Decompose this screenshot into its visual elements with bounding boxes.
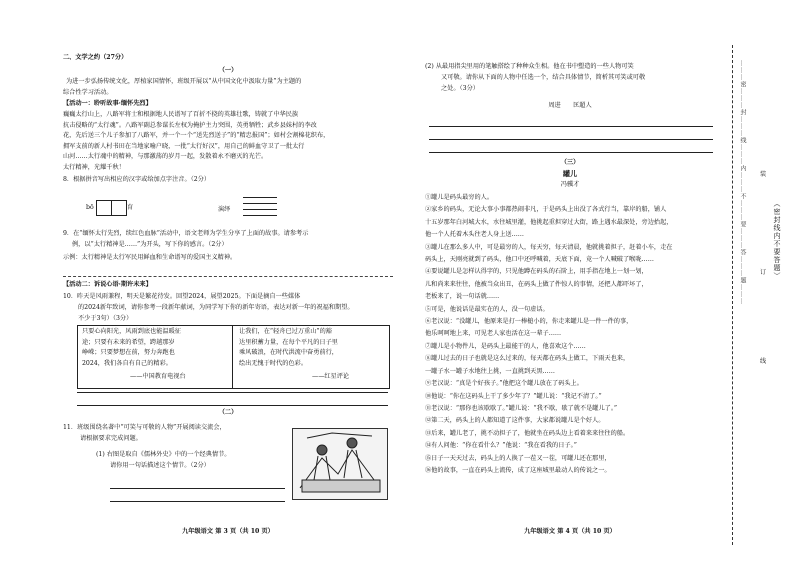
story-paragraph: ⑮日子一天天过去，码头上的人换了一茬又一茬，可罐儿还在那里，	[425, 454, 611, 462]
quote-right-line: 绘出无愧于时代的色彩。	[239, 359, 308, 367]
story-paragraph: ①罐儿是码头最穷的人。	[425, 194, 494, 201]
q8-answer-line[interactable]	[243, 209, 277, 210]
q11-2-line-3: 之处。（3分）	[441, 85, 479, 92]
binding-mark: 订	[760, 269, 767, 276]
answer-line[interactable]	[429, 152, 713, 153]
activity1-title: 【活动一：聆听故事·缅怀先烈】	[63, 100, 152, 107]
question-8: 8．根据拼音写出相应的汉字或给加点字注音。（2分）	[63, 176, 211, 183]
q11-1-line-1: (1) 右图是取自《儒林外史》中的一个经典情节。	[96, 451, 231, 458]
page-footer: 九年级语文 第 4 页（共 10 页）	[524, 528, 616, 535]
story-paragraph: 码头上，天刚亮就到了码头，他口中还呼喊着，天底下面，竟一个人喊破了喉咙……	[425, 256, 654, 264]
story-line: 抗击侵略的“太行魂”。八路军副总参谋长左权为掩护主力突围，英勇牺牲；武乡县妹村的李改	[63, 121, 317, 129]
story-paragraph: ⑤可是，他说话是最实在的人，没一句虚话。	[425, 305, 549, 313]
question-10-line-2: 的2024新年致词，请你参考一段新年献词，为同学写下你的新年寄语，表达对新一年的祝福和期望。	[78, 304, 354, 311]
story-line: 拥军支前的新人村书田在当地家喻户晓，一批“太行好汉”，用自己的鲜血守卫了一批太行	[63, 142, 305, 150]
question-11-line-2: 请根据要求完成问题。	[80, 435, 142, 442]
intro-line-2: 综合性学习活动。	[63, 89, 113, 96]
quote-left-line: 2024，我们各自有自己的精彩。	[82, 359, 172, 367]
q8-answer-line[interactable]	[243, 203, 277, 204]
part1-number: （一）	[218, 67, 238, 74]
binding-margin	[720, 0, 794, 561]
answer-line[interactable]	[429, 139, 713, 140]
seal-line-text: ………密………封………线………内………不………要………答………题………	[739, 60, 746, 305]
story-paragraph: 他一个人托着木头往老人身上送……	[425, 231, 524, 239]
part2-number: （二）	[218, 409, 238, 416]
question-9-line-2: 例，以“太行精神是……”为开头，写下你的感言。（2分）	[72, 241, 228, 248]
answer-line[interactable]	[77, 392, 388, 393]
answer-line[interactable]	[110, 488, 285, 489]
story-paragraph: ④要说罐儿是怎样认得字的，只见他蹲在码头的石阶上，用手指在地上一划一划，	[425, 268, 648, 276]
quote-divider	[232, 325, 233, 389]
quote-right-source: ——红星评论	[312, 373, 350, 380]
question-9-line-1: 9．在“缅怀太行先烈，续红色血脉”活动中，语文老师为学生分享了上面的故事。请参考示	[63, 230, 309, 237]
binding-mark: 线	[760, 358, 767, 365]
q11-2-line-2: 又可敬。请你从下面的人物中任选一个，结合具体情节，简析其可笑或可敬	[441, 74, 646, 81]
seal-instruction: （密封线内不要答题）	[773, 200, 781, 280]
story-paragraph: 他乐呵呵地上来，可见老人家也活在这一辈子……	[425, 330, 562, 338]
part3-number: （三）	[560, 159, 580, 166]
right-page	[405, 0, 717, 561]
q11-1-line-2: 请你用一句话描述这个情节。（2分）	[110, 462, 210, 469]
story-paragraph: 老板来了，说一句话就……	[425, 293, 500, 301]
q11-2-line-1: (2) 从最用指尖里用的笔触搭绘了种种众生相。他在书中塑造的一些人物可笑	[425, 63, 634, 70]
quote-right-line: 达里积蓄力量，在每个平凡的日子里	[239, 338, 338, 346]
story-line: 花，先后送三个儿子参加了八路军，并一个一个“送先烈送子”的“精忠报国”；如村会割棉花织布，	[63, 132, 330, 139]
seal-line	[732, 45, 733, 545]
binding-mark: 装	[760, 171, 767, 178]
answer-line[interactable]	[429, 126, 713, 127]
question-11-line-1: 11．班级围绕名著中“可笑与可敬的人物”开展阅读交流会，	[63, 424, 226, 431]
story-line: 山河……太行魂中的精神，与那激荡的岁月一起，发散着永不磨灭的光芒。	[63, 153, 268, 160]
story-title: 罐儿	[563, 169, 577, 178]
q8-pinyin: bō	[86, 204, 94, 211]
q8-word: 育	[127, 204, 134, 211]
quote-left-line: 峥嵘；只要梦想在前，努力奔跑也	[82, 349, 175, 356]
story-paragraph: ⑭有人问他：“你在看什么？”他说：“我在看我的日子。”	[425, 442, 577, 450]
quote-right	[239, 327, 387, 369]
section-title: 二、文学之约（27分）	[63, 54, 128, 61]
story-paragraph: ⑯他的故事，一直在码头上流传，成了这座城里最动人的传说之一。	[425, 466, 611, 474]
section-divider	[63, 276, 393, 277]
story-paragraph: ⑧罐儿过去的日子也就是这么过来的，每天都在码头上做工，下雨天也来，	[425, 355, 630, 363]
quote-left	[82, 327, 230, 369]
q8-word2: 演绎	[218, 206, 231, 213]
q8-answer-line[interactable]	[243, 215, 277, 216]
q11-2-names: 周进 匡超人	[548, 102, 592, 109]
story-paragraph: ⑦罐儿是小物件儿，是码头上最能干的人，他喜欢这个……	[425, 342, 586, 350]
intro-line-1: 为进一步弘扬传统文化，厚植家国情怀，班级开展以“从中国文化中汲取力量”为主题的	[66, 78, 302, 85]
story-paragraph: 十五岁那年白河城大水，水往城里灌，他挑起重担穿过大街，路上遇水最深处，旁边抬起，	[425, 218, 673, 226]
illustration-image	[292, 428, 388, 500]
quote-right-line: 乘风破浪，在时代洪流中奋勇前行，	[239, 349, 338, 356]
q9-example: 示例：太行精神是太行军民用鲜血和生命谱写的爱国主义精神。	[63, 254, 237, 261]
quote-left-source: ——中国教育电视台	[130, 373, 186, 380]
answer-line[interactable]	[110, 501, 285, 502]
q8-answer-box[interactable]	[96, 200, 112, 216]
activity2-title: 【活动二：诉说心语·期许未来】	[63, 281, 152, 288]
page-footer: 九年级语文 第 3 页（共 10 页）	[182, 528, 274, 535]
story-line: 太行精神，光耀千秋！	[63, 163, 125, 171]
story-paragraph: 一罐子水一罐子水地往上挑，一直挑到天黑……	[425, 367, 555, 375]
story-author: 冯骥才	[560, 181, 580, 188]
story-paragraph: ⑨老汉说：“真是个好孩子。”他把这个罐儿放在了码头上。	[425, 380, 583, 388]
quote-right-line: 让我们，在“轻舟已过万重山”的豁	[239, 328, 332, 335]
q8-answer-box[interactable]	[111, 200, 127, 216]
story-paragraph: ⑥老汉说：“没罐儿，他原来是打一棒槌小的，你走来罐儿是一件一件的事，	[425, 318, 633, 326]
story-paragraph: ②家乡的码头，无论大事小事都热闹非凡，于是码头上出没了各式行当，靠岸的船，铺人	[425, 206, 667, 214]
q8-answer-line[interactable]	[243, 197, 277, 198]
story-paragraph: ⑬后来，罐儿老了，挑不动担子了，他就坐在码头边上看着来来往往的船。	[425, 429, 630, 437]
story-paragraph: ⑩他说：“你在这码头上干了多少年了？”罐儿说：“我记不清了。”	[425, 392, 602, 400]
story-paragraph: ⑫第二天，码头上的人都知道了这件事，大家都说罐儿是个好人。	[425, 417, 605, 425]
question-10-line-1: 10．昨天是风雨兼程，明天是繁花待发。回望2024，展望2025。下面是摘自一些媒体	[63, 293, 301, 300]
story-body	[425, 192, 717, 477]
quote-left-line: 途；只要有未来的希望，跨越那岁	[82, 338, 175, 346]
quote-left-line: 只要心向阳光，风雨到底也能温暖征	[82, 328, 181, 335]
story-paragraph: ③罐儿在那么多人中，可是最穷的人，每天穷，每天清晨，他就挑着担子，赶着小车，走在	[425, 243, 673, 251]
story-paragraph: ⑪老汉说：“那你也该歇歇了。”罐儿说：“我不歇，歇了就不是罐儿了。”	[425, 404, 618, 412]
answer-line[interactable]	[77, 405, 388, 406]
story-block	[63, 110, 398, 173]
story-paragraph: 儿和尚来来往往，他被当众出丑，在码头上做了件惊人的事情，还把人都吓坏了，	[425, 280, 648, 288]
story-line: 巍巍太行山上，八路军将士和根据地人民谱写了百折不挠的英雄壮歌，铸就了中华民族	[63, 111, 299, 118]
question-10-line-3: 不少于3句）（3分）	[78, 315, 133, 322]
